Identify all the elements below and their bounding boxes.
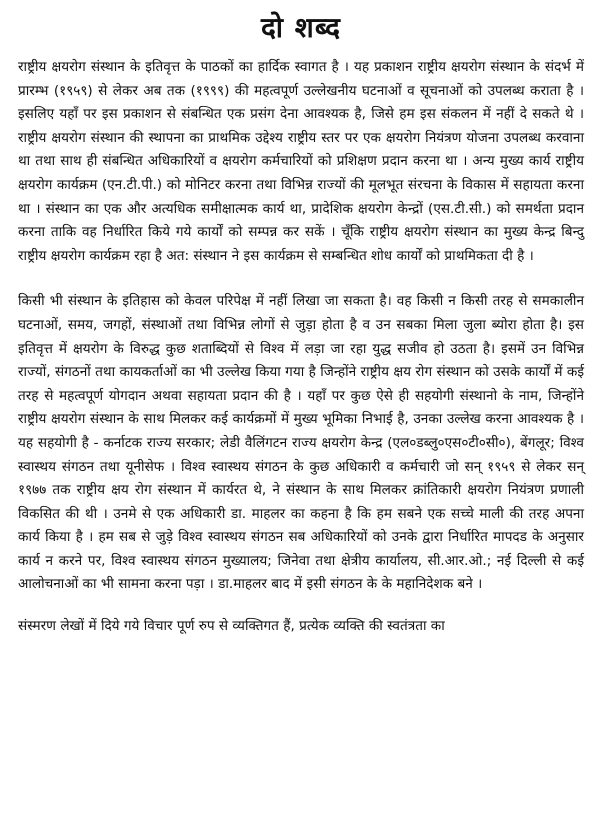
paragraph-intro: राष्ट्रीय क्षयरोग संस्थान के इतिवृत्त के पाठकों का हार्दिक स्वागत है । यह प्रकाशन राष्ट्रीय क्षयरोग संस्थान के संदर्भ में प्रारम्भ (१९५९) से लेकर अब तक (१९९९) की महत्वपूर्ण उल्लेखनीय घटनाओं व सूचनाओं को उपलब्ध कराता है । इसलिए यहाँ पर इस प्रकाशन से संबन्धित एक प्रसंग देना आवश्यक है, जिसे हम इस संकलन में नहीं दे सकते थे । राष्ट्रीय क्षयरोग संस्थान की स्थापना का प्राथमिक उद्देश्य राष्ट्रीय स्तर पर एक क्षयरोग नियंत्रण योजना उपलब्ध करवाना था तथा साथ ही संबन्धित अधिकारियों व क्षयरोग कर्मचारियों को प्रशिक्षण प्रदान करना था । अन्य मुख्य कार्य राष्ट्रीय क्षयरोग कार्यक्रम (एन.टी.पी.) को मोनिटर करना तथा विभिन्न राज्यों की मूलभूत संरचना के विकास में सहायता करना था । संस्थान का एक और अत्यधिक समीक्षात्मक कार्य था, प्रादेशिक क्षयरोग केन्द्रों (एस.टी.सी.) को समर्थता प्रदान करना ताकि वह निर्धारित किये गये कार्यों को सम्पन्न कर सकें । चूँकि राष्ट्रीय क्षयरोग संस्थान का मुख्य केन्द्र बिन्दु राष्ट्रीय क्षयरोग कार्यक्रम रहा है अत: संस्थान ने इस कार्यक्रम से सम्बन्धित शोध कार्यों को प्राथमिकता दी है । — [18, 59, 584, 264]
paragraph-memoirs: संस्मरण लेखों में दिये गये विचार पूर्ण रुप से व्यक्तिगत हैं, प्रत्येक व्यक्ति की स्वतंत्रता का — [18, 618, 445, 635]
page-title: दो शब्द — [260, 11, 342, 44]
paragraph-history: किसी भी संस्थान के इतिहास को केवल परिपेक्ष में नहीं लिखा जा सकता है। वह किसी न किसी तरह से समकालीन घटनाओं, समय, जगहों, संस्थाओं तथा विभिन्न लोगों से जुड़ा होता है व उन सबका मिला जुला ब्योरा होता है। इस इतिवृत्त में क्षयरोग के विरुद्ध कुछ शताब्दियों से विश्व में लड़ा जा रहा युद्ध सजीव हो उठता है। इसमें उन विभिन्न राज्यों, संगठनों तथा कायकर्ताओं का भी उल्लेख किया गया है जिन्होंने राष्ट्रीय क्षय रोग संस्थान को उसके कार्यों में कई तरह से महत्वपूर्ण योगदान अथवा सहायता प्रदान की है । यहाँ पर कुछ ऐसे ही सहयोगी संस्थानो के नाम, जिन्होंने राष्ट्रीय क्षयरोग संस्थान के साथ मिलकर कई कार्यक्रमों में मुख्य भूमिका निभाई है, उनका उल्लेख करना आवश्यक है । यह सहयोगी है - कर्नाटक राज्य सरकार; लेडी वैलिंगटन राज्य क्षयरोग केन्द्र (एल०डब्लु०एस०टी०सी०), बेंगलूर; विश्व स्वास्थय संगठन तथा यूनीसेफ । विश्व स्वास्थय संगठन के कुछ अधिकारी व कर्मचारी जो सन् १९५९ से लेकर सन् १९७७ तक राष्ट्रीय क्षय रोग संस्थान में कार्यरत थे, ने संस्थान के साथ मिलकर क्रांतिकारी क्षयरोग नियंत्रण प्रणाली विकसित की थी । उनमे से एक अधिकारी डा. माहलर का कहना है कि हम सबने एक सच्चे माली की तरह अपना कार्य किया है । हम सब से जुड़े विश्व स्वास्थय संगठन सब अधिकारियों को उनके द्वारा निर्धारित मापदड के अनुसार कार्य न करने पर, विश्व स्वास्थय संगठन मुख्यालय; जिनेवा तथा क्षेत्रीय कार्यालय, सी.आर.ओ.; नई दिल्ली से कई आलोचनाओं का भी सामना करना पड़ा । डा.माहलर बाद में इसी संगठन के के महानिदेशक बने । — [18, 293, 584, 593]
paragraph-spacer — [18, 597, 584, 615]
paragraph-spacer — [18, 268, 584, 290]
